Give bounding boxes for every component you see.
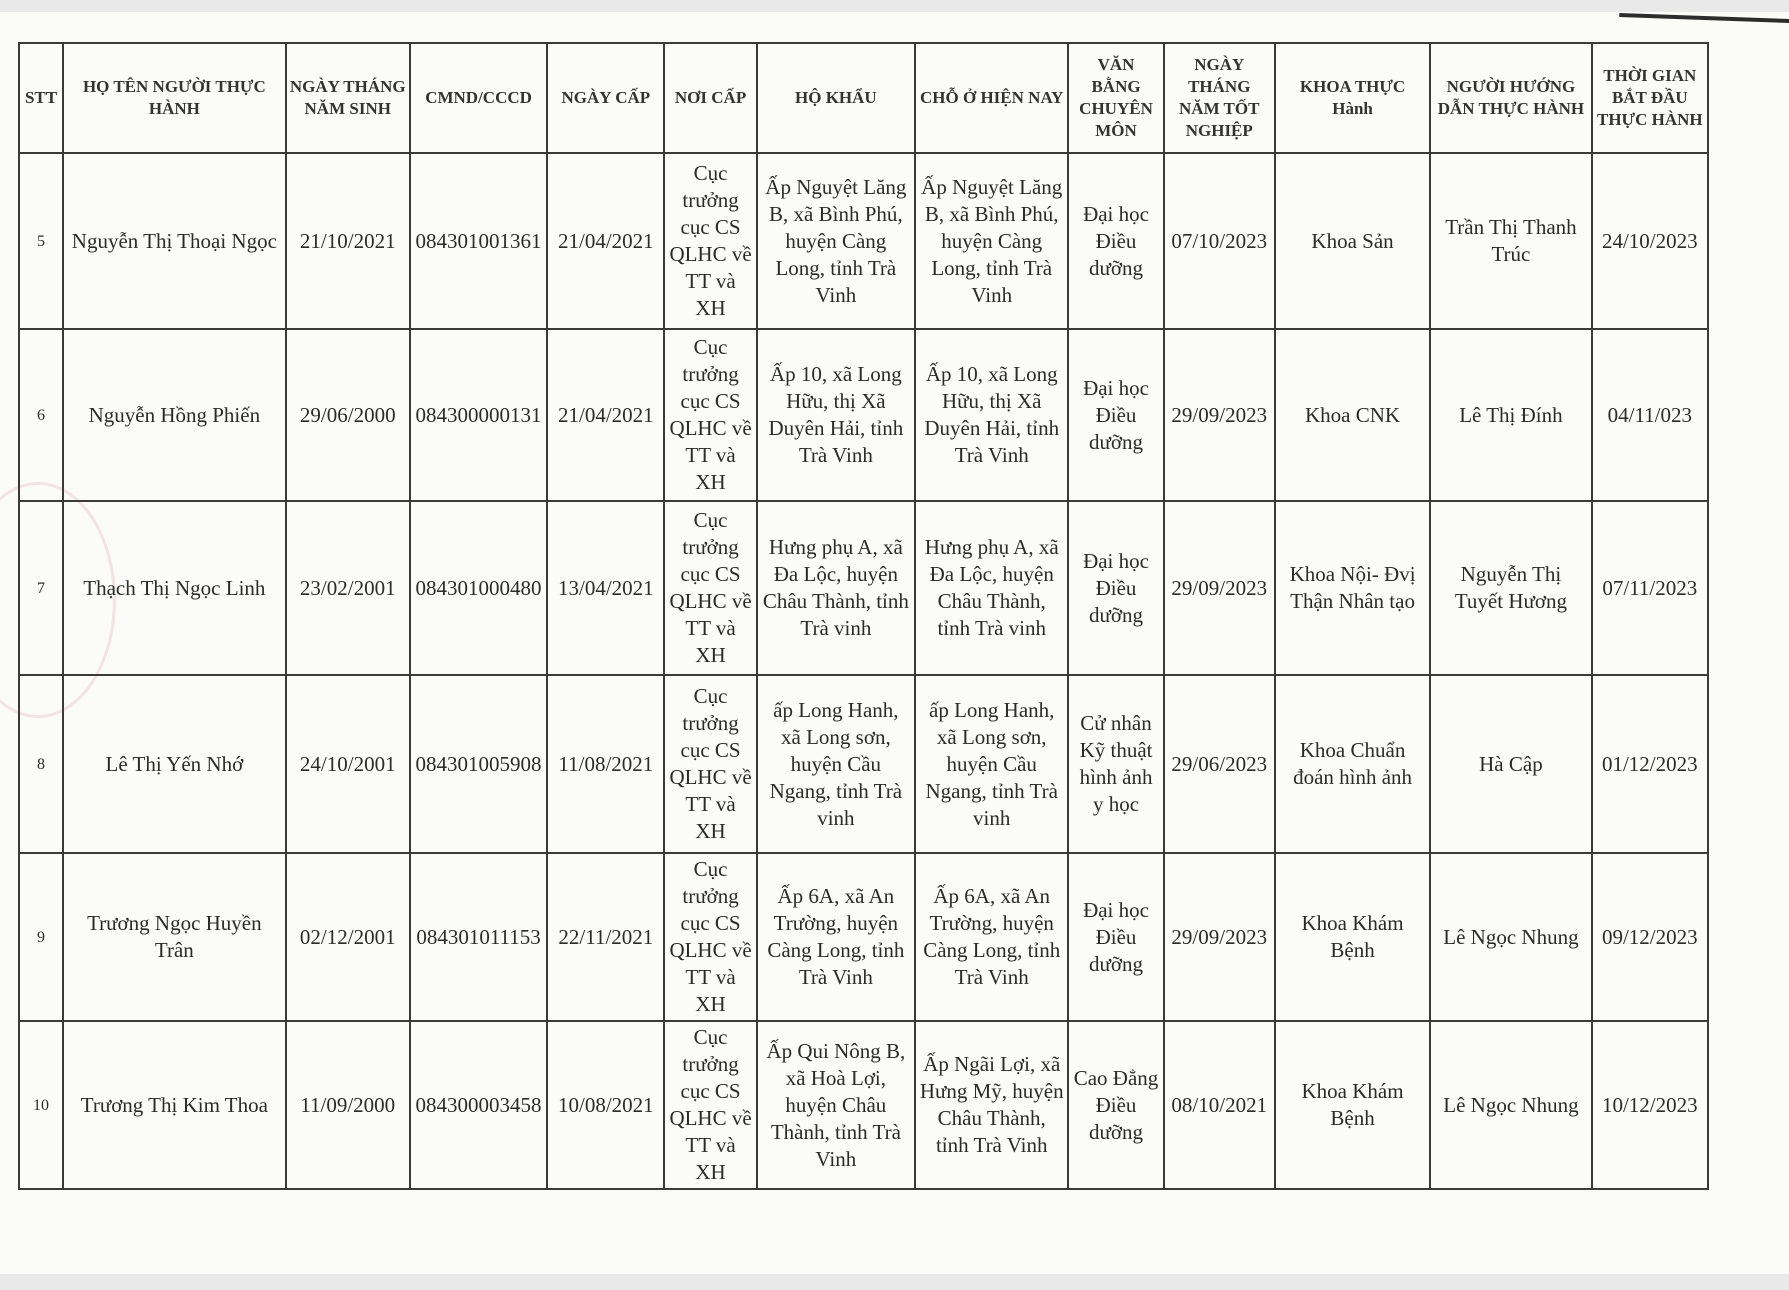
cell-department: Khoa Khám Bệnh <box>1275 853 1430 1021</box>
cell-issue-place: Cục trưởng cục CS QLHC về TT và XH <box>664 1021 756 1189</box>
cell-supervisor: Nguyễn Thị Tuyết Hương <box>1430 501 1591 675</box>
document-page <box>0 12 1789 1274</box>
cell-issue-date: 10/08/2021 <box>547 1021 664 1189</box>
table-row <box>19 1021 1708 1189</box>
cell-issue-place: Cục trưởng cục CS QLHC về TT và XH <box>664 675 756 853</box>
cell-issue-date: 13/04/2021 <box>547 501 664 675</box>
cell-department: Khoa Nội- Đvị Thận Nhân tạo <box>1275 501 1430 675</box>
cell-supervisor: Trần Thị Thanh Trúc <box>1430 153 1591 329</box>
cell-supervisor: Lê Thị Đính <box>1430 329 1591 501</box>
cell-start-date: 09/12/2023 <box>1592 853 1708 1021</box>
header-residence: CHỖ Ở HIỆN NAY <box>915 43 1068 153</box>
cell-stt: 9 <box>19 853 63 1021</box>
page-edge-mark <box>1619 13 1789 37</box>
cell-name: Trương Thị Kim Thoa <box>63 1021 286 1189</box>
cell-start-date: 10/12/2023 <box>1592 1021 1708 1189</box>
cell-household: Ấp Qui Nông B, xã Hoà Lợi, huyện Châu Thành, tỉnh Trà Vinh <box>757 1021 915 1189</box>
cell-start-date: 01/12/2023 <box>1592 675 1708 853</box>
cell-household: ấp Long Hanh, xã Long sơn, huyện Cầu Ngang, tỉnh Trà vinh <box>757 675 915 853</box>
cell-issue-date: 22/11/2021 <box>547 853 664 1021</box>
header-department: KHOA THỰC Hành <box>1275 43 1430 153</box>
cell-degree: Đại học Điều dưỡng <box>1068 329 1163 501</box>
cell-department: Khoa CNK <box>1275 329 1430 501</box>
cell-residence: Ấp 6A, xã An Trường, huyện Càng Long, tỉnh Trà Vinh <box>915 853 1068 1021</box>
cell-household: Ấp Nguyệt Lăng B, xã Bình Phú, huyện Càng Long, tỉnh Trà Vinh <box>757 153 915 329</box>
cell-start-date: 04/11/023 <box>1592 329 1708 501</box>
cell-stt: 10 <box>19 1021 63 1189</box>
cell-graduation-date: 08/10/2021 <box>1164 1021 1275 1189</box>
cell-degree: Cử nhân Kỹ thuật hình ảnh y học <box>1068 675 1163 853</box>
table-row <box>19 153 1708 329</box>
cell-department: Khoa Chuẩn đoán hình ảnh <box>1275 675 1430 853</box>
header-stt: STT <box>19 43 63 153</box>
header-degree: VĂN BẰNG CHUYÊN MÔN <box>1068 43 1163 153</box>
header-issue-place: NƠI CẤP <box>664 43 756 153</box>
table-row <box>19 329 1708 501</box>
cell-issue-date: 21/04/2021 <box>547 329 664 501</box>
header-name: HỌ TÊN NGƯỜI THỰC HÀNH <box>63 43 286 153</box>
cell-issue-place: Cục trưởng cục CS QLHC về TT và XH <box>664 329 756 501</box>
cell-supervisor: Hà Cập <box>1430 675 1591 853</box>
cell-issue-date: 21/04/2021 <box>547 153 664 329</box>
cell-graduation-date: 29/09/2023 <box>1164 853 1275 1021</box>
cell-residence: ấp Long Hanh, xã Long sơn, huyện Cầu Ngang, tỉnh Trà vinh <box>915 675 1068 853</box>
cell-stt: 8 <box>19 675 63 853</box>
cell-degree: Cao Đẳng Điều dưỡng <box>1068 1021 1163 1189</box>
header-id: CMND/CCCD <box>410 43 547 153</box>
cell-graduation-date: 29/09/2023 <box>1164 329 1275 501</box>
table-row <box>19 853 1708 1021</box>
cell-stt: 5 <box>19 153 63 329</box>
cell-name: Nguyễn Thị Thoại Ngọc <box>63 153 286 329</box>
header-start-date: THỜI GIAN BẮT ĐẦU THỰC HÀNH <box>1592 43 1708 153</box>
cell-graduation-date: 29/09/2023 <box>1164 501 1275 675</box>
cell-issue-place: Cục trưởng cục CS QLHC về TT và XH <box>664 853 756 1021</box>
cell-issue-date: 11/08/2021 <box>547 675 664 853</box>
cell-degree: Đại học Điều dưỡng <box>1068 501 1163 675</box>
cell-residence: Ấp 10, xã Long Hữu, thị Xã Duyên Hải, tỉnh Trà Vinh <box>915 329 1068 501</box>
cell-household: Hưng phụ A, xã Đa Lộc, huyện Châu Thành, tỉnh Trà vinh <box>757 501 915 675</box>
cell-residence: Ấp Nguyệt Lăng B, xã Bình Phú, huyện Càng Long, tỉnh Trà Vinh <box>915 153 1068 329</box>
header-household: HỘ KHẨU <box>757 43 915 153</box>
cell-dob: 29/06/2000 <box>286 329 410 501</box>
cell-name: Thạch Thị Ngọc Linh <box>63 501 286 675</box>
cell-graduation-date: 29/06/2023 <box>1164 675 1275 853</box>
cell-supervisor: Lê Ngọc Nhung <box>1430 853 1591 1021</box>
cell-dob: 23/02/2001 <box>286 501 410 675</box>
cell-id: 084301000480 <box>410 501 547 675</box>
header-dob: NGÀY THÁNG NĂM SINH <box>286 43 410 153</box>
cell-id: 084301011153 <box>410 853 547 1021</box>
cell-dob: 11/09/2000 <box>286 1021 410 1189</box>
cell-name: Nguyễn Hồng Phiến <box>63 329 286 501</box>
cell-degree: Đại học Điều dưỡng <box>1068 853 1163 1021</box>
cell-supervisor: Lê Ngọc Nhung <box>1430 1021 1591 1189</box>
table-row <box>19 501 1708 675</box>
table-row <box>19 675 1708 853</box>
cell-residence: Ấp Ngãi Lợi, xã Hưng Mỹ, huyện Châu Thành, tỉnh Trà Vinh <box>915 1021 1068 1189</box>
cell-issue-place: Cục trưởng cục CS QLHC về TT và XH <box>664 501 756 675</box>
cell-id: 084300000131 <box>410 329 547 501</box>
cell-stt: 6 <box>19 329 63 501</box>
cell-department: Khoa Khám Bệnh <box>1275 1021 1430 1189</box>
header-supervisor: NGƯỜI HƯỚNG DẪN THỰC HÀNH <box>1430 43 1591 153</box>
cell-issue-place: Cục trưởng cục CS QLHC về TT và XH <box>664 153 756 329</box>
cell-dob: 21/10/2021 <box>286 153 410 329</box>
cell-dob: 02/12/2001 <box>286 853 410 1021</box>
cell-degree: Đại học Điều dưỡng <box>1068 153 1163 329</box>
cell-id: 084300003458 <box>410 1021 547 1189</box>
header-row <box>19 43 1708 153</box>
header-graduation-date: NGÀY THÁNG NĂM TỐT NGHIỆP <box>1164 43 1275 153</box>
cell-start-date: 24/10/2023 <box>1592 153 1708 329</box>
cell-id: 084301005908 <box>410 675 547 853</box>
header-issue-date: NGÀY CẤP <box>547 43 664 153</box>
cell-household: Ấp 6A, xã An Trường, huyện Càng Long, tỉnh Trà Vinh <box>757 853 915 1021</box>
cell-residence: Hưng phụ A, xã Đa Lộc, huyện Châu Thành, tỉnh Trà vinh <box>915 501 1068 675</box>
cell-department: Khoa Sản <box>1275 153 1430 329</box>
cell-start-date: 07/11/2023 <box>1592 501 1708 675</box>
trainee-table <box>18 42 1709 1190</box>
cell-id: 084301001361 <box>410 153 547 329</box>
cell-stt: 7 <box>19 501 63 675</box>
cell-name: Trương Ngọc Huyền Trân <box>63 853 286 1021</box>
cell-dob: 24/10/2001 <box>286 675 410 853</box>
cell-graduation-date: 07/10/2023 <box>1164 153 1275 329</box>
cell-household: Ấp 10, xã Long Hữu, thị Xã Duyên Hải, tỉnh Trà Vinh <box>757 329 915 501</box>
cell-name: Lê Thị Yến Nhớ <box>63 675 286 853</box>
